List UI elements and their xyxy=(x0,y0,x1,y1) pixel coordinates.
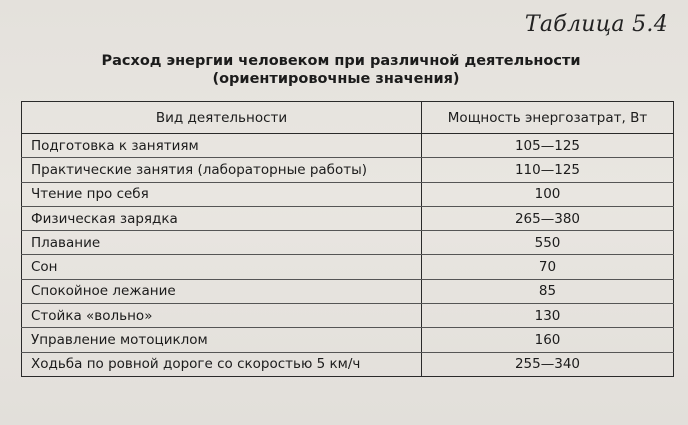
table-row xyxy=(22,279,674,303)
power-cell: 70 xyxy=(422,255,674,279)
activity-cell: Стойка «вольно» xyxy=(22,304,422,328)
table-row xyxy=(22,206,674,230)
power-cell: 100 xyxy=(422,182,674,206)
activity-cell: Плавание xyxy=(22,231,422,255)
power-cell: 130 xyxy=(422,304,674,328)
activity-cell: Чтение про себя xyxy=(22,182,422,206)
power-cell: 550 xyxy=(422,231,674,255)
power-cell: 265—380 xyxy=(422,206,674,230)
activity-cell: Физическая зарядка xyxy=(22,206,422,230)
power-cell: 105—125 xyxy=(422,134,674,158)
table-row xyxy=(22,158,674,182)
table-row xyxy=(22,231,674,255)
table-row xyxy=(22,182,674,206)
power-cell: 110—125 xyxy=(422,158,674,182)
energy-table xyxy=(21,101,674,377)
power-cell: 85 xyxy=(422,279,674,303)
table-row xyxy=(22,352,674,376)
activity-cell: Спокойное лежание xyxy=(22,279,422,303)
column-header-activity: Вид деятельности xyxy=(22,102,422,134)
column-header-power: Мощность энергозатрат, Вт xyxy=(422,102,674,134)
activity-cell: Практические занятия (лабораторные работы) xyxy=(22,158,422,182)
table-title: Расход энергии человеком при различной деятельности xyxy=(101,53,581,69)
table-row xyxy=(22,304,674,328)
table-header-row xyxy=(22,102,674,134)
power-cell: 160 xyxy=(422,328,674,352)
table-row xyxy=(22,134,674,158)
activity-cell: Подготовка к занятиям xyxy=(22,134,422,158)
table-number-label: Таблица 5.4 xyxy=(524,12,668,37)
table-row xyxy=(22,328,674,352)
activity-cell: Сон xyxy=(22,255,422,279)
activity-cell: Управление мотоциклом xyxy=(22,328,422,352)
power-cell: 255—340 xyxy=(422,352,674,376)
table-subtitle: (ориентировочные значения) xyxy=(212,71,460,87)
activity-cell: Ходьба по ровной дороге со скоростью 5 км/ч xyxy=(22,352,422,376)
table-row xyxy=(22,255,674,279)
